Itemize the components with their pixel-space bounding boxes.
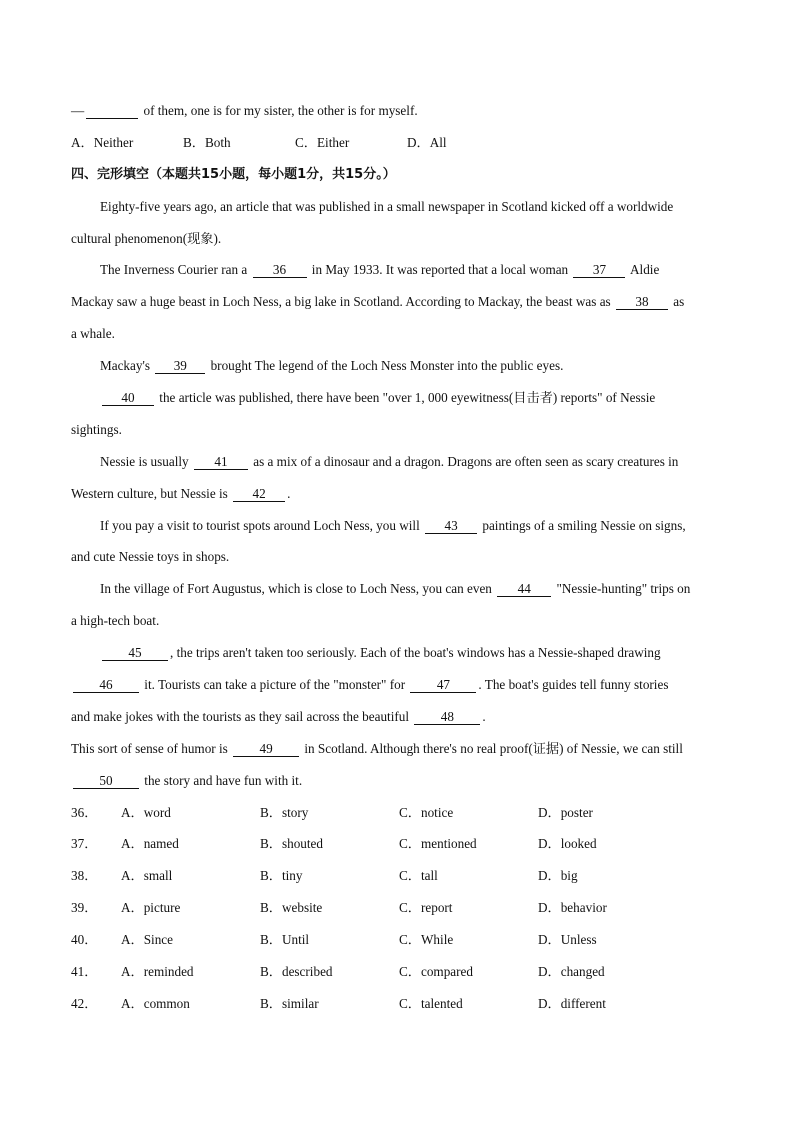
blank-47: 47 [410, 678, 476, 693]
question-row [71, 860, 723, 892]
option-c: C．notice [399, 804, 454, 820]
text: it. Tourists can take a picture of the "monster" for [141, 677, 409, 693]
option-b: B．tiny [260, 868, 303, 884]
passage-line: Eighty-five years ago, an article that was published in a small newspaper in Scotland kicked off a worldwide [100, 198, 674, 214]
passage-line [71, 669, 723, 701]
passage-line [71, 382, 723, 414]
text: The Inverness Courier ran a [100, 262, 251, 278]
blank-50: 50 [73, 774, 139, 789]
q35-option-a: A．Neither [71, 134, 134, 150]
option-c: C．While [399, 932, 454, 948]
question-row [71, 924, 723, 956]
text: Mackay saw a huge beast in Loch Ness, a big lake in Scotland. According to Mackay, the beast was as [71, 294, 614, 310]
passage-line [71, 701, 723, 733]
option-d: D．big [538, 868, 578, 884]
q35-blank [86, 104, 138, 119]
blank-38: 38 [616, 295, 668, 310]
q35-stem [71, 95, 723, 127]
q35-suffix: of them, one is for my sister, the other is for myself. [140, 103, 418, 118]
passage-line: sightings. [71, 421, 122, 437]
passage-line: and cute Nessie toys in shops. [71, 549, 230, 565]
q35-option-b: B．Both [183, 134, 231, 150]
passage-line [71, 478, 723, 510]
blank-39: 39 [155, 359, 205, 374]
text: Nessie is usually [100, 453, 192, 469]
option-d: D．different [538, 995, 606, 1011]
text: Aldie [627, 262, 660, 278]
passage-line [71, 637, 723, 669]
blank-41: 41 [194, 455, 248, 470]
passage-line [71, 286, 723, 318]
option-a: A．reminded [121, 964, 194, 980]
option-d: D．Unless [538, 932, 597, 948]
text: brought The legend of the Loch Ness Monster into the public eyes. [207, 358, 564, 374]
question-row [71, 797, 723, 829]
passage-line: a high-tech boat. [71, 613, 160, 629]
option-a: A．small [121, 868, 173, 884]
text: If you pay a visit to tourist spots around Loch Ness, you will [100, 517, 424, 533]
text: and make jokes with the tourists as they sail across the beautiful [71, 708, 413, 724]
option-a: A．common [121, 995, 190, 1011]
question-number: 41． [71, 964, 98, 980]
passage-line [71, 254, 723, 286]
blank-36: 36 [253, 263, 307, 278]
blank-42: 42 [233, 487, 285, 502]
question-number: 42． [71, 995, 98, 1011]
option-b: B．Until [260, 932, 310, 948]
option-c: C．report [399, 900, 453, 916]
option-b: B．story [260, 804, 309, 820]
question-number: 37． [71, 836, 98, 852]
question-row [71, 988, 723, 1020]
text: In the village of Fort Augustus, which is close to Loch Ness, you can even [100, 581, 496, 597]
question-number: 40． [71, 932, 98, 948]
option-a: A．Since [121, 932, 174, 948]
text: . [287, 485, 291, 501]
option-c: C．tall [399, 868, 438, 884]
text: the story and have fun with it. [141, 772, 303, 788]
text: This sort of sense of humor is [71, 740, 232, 756]
text: in Scotland. Although there's no real proof(证据) of Nessie, we can still [301, 740, 683, 756]
option-d: D．changed [538, 964, 605, 980]
passage-line [71, 350, 723, 382]
question-number: 39． [71, 900, 98, 916]
question-row [71, 828, 723, 860]
blank-43: 43 [425, 519, 477, 534]
option-b: B．shouted [260, 836, 324, 852]
option-c: C．mentioned [399, 836, 477, 852]
option-a: A．word [121, 804, 171, 820]
text: . [482, 708, 486, 724]
text: Western culture, but Nessie is [71, 485, 232, 501]
blank-40: 40 [102, 391, 154, 406]
blank-46: 46 [73, 678, 139, 693]
text: paintings of a smiling Nessie on signs, [479, 517, 686, 533]
option-c: C．compared [399, 964, 473, 980]
blank-44: 44 [497, 582, 551, 597]
blank-49: 49 [233, 742, 299, 757]
question-number: 38． [71, 868, 98, 884]
passage-line: cultural phenomenon(现象). [71, 230, 222, 246]
option-d: D．poster [538, 804, 593, 820]
blank-45: 45 [102, 646, 168, 661]
section-title: 四、完形填空（本题共15小题，每小题1分，共15分。） [71, 166, 396, 182]
q35-option-d: D．All [407, 134, 447, 150]
question-row [71, 892, 723, 924]
option-a: A．picture [121, 900, 181, 916]
passage-line [71, 573, 723, 605]
q35-options [71, 127, 723, 159]
option-d: D．behavior [538, 900, 607, 916]
q35-prefix: — [71, 103, 85, 118]
text: in May 1933. It was reported that a local woman [308, 262, 572, 278]
question-row [71, 956, 723, 988]
text: as [669, 294, 685, 310]
text: "Nessie-hunting" trips on [553, 581, 691, 597]
option-a: A．named [121, 836, 179, 852]
text: the article was published, there have been "over 1, 000 eyewitness(目击者) reports" of Nessie [156, 390, 656, 406]
option-b: B．website [260, 900, 323, 916]
option-d: D．looked [538, 836, 597, 852]
blank-48: 48 [414, 710, 480, 725]
passage-line: a whale. [71, 326, 115, 342]
blank-37: 37 [573, 263, 625, 278]
q35-option-c: C．Either [295, 134, 350, 150]
text: . The boat's guides tell funny stories [478, 677, 669, 693]
text: , the trips aren't taken too seriously. Each of the boat's windows has a Nessie-shaped drawing [170, 645, 661, 661]
passage-line [71, 765, 723, 797]
passage-line [71, 446, 723, 478]
passage-line [71, 510, 723, 542]
question-number: 36． [71, 804, 98, 820]
text: Mackay's [100, 358, 154, 374]
passage-line [71, 733, 723, 765]
option-b: B．similar [260, 995, 319, 1011]
text: as a mix of a dinosaur and a dragon. Dragons are often seen as scary creatures in [249, 453, 679, 469]
question-list [71, 797, 723, 1020]
exam-page [71, 95, 723, 1020]
option-b: B．described [260, 964, 333, 980]
option-c: C．talented [399, 995, 463, 1011]
